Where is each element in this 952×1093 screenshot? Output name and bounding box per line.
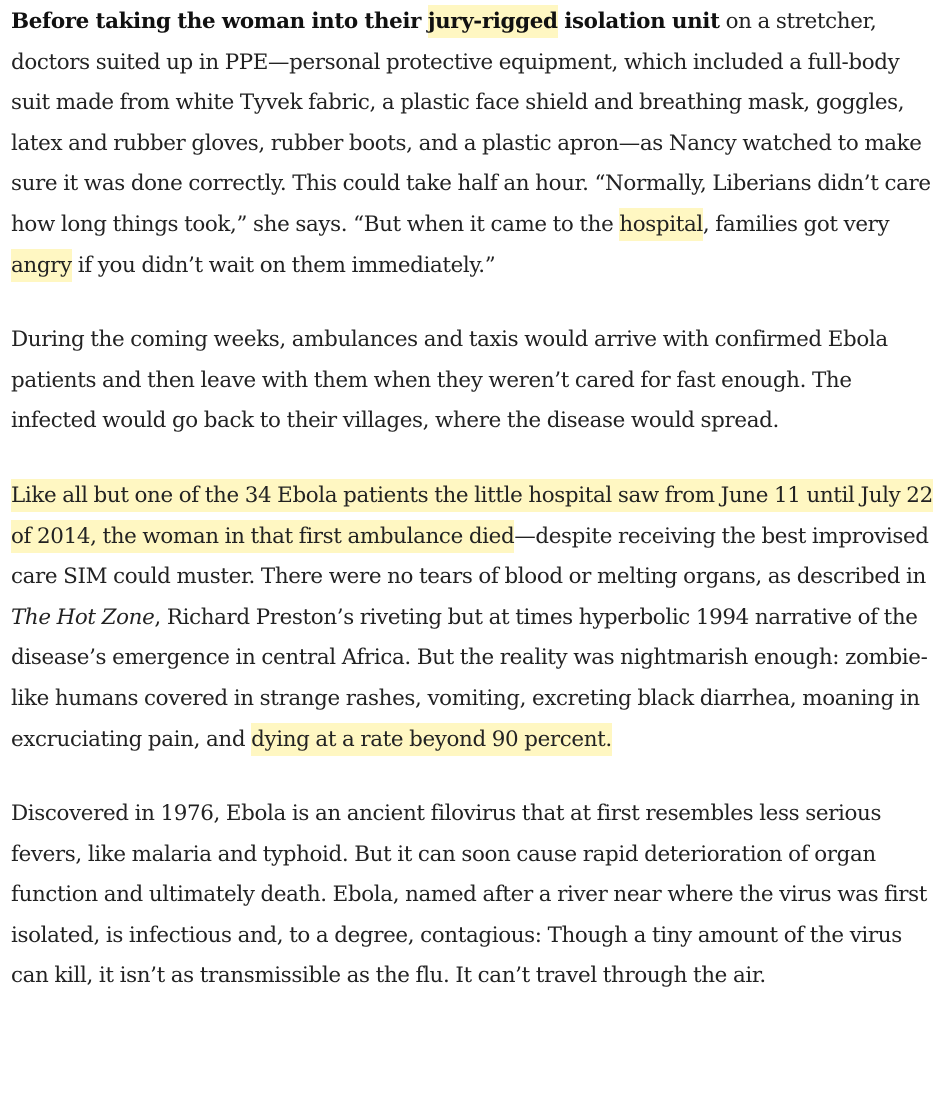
paragraph-2 (11, 320, 941, 442)
highlight-jury-rigged[interactable]: jury-rigged (428, 5, 558, 38)
paragraph-3-text-a: —despite receiving the best improvised care SIM could muster. There were no tears of blood or melting organs, as described in (11, 523, 929, 590)
book-title: The Hot Zone (11, 604, 155, 630)
paragraph-3-text-b: , Richard Preston’s riveting but at times hyperbolic 1994 narrative of the disease’s emergence in central Africa. But the reality was nightmarish enough: zombie-like humans covered in strange rashes, vomiting, excreting black diarrhea, moaning in excruciating pain, and (11, 604, 928, 752)
paragraph-4 (11, 794, 941, 997)
paragraph-4-text: Discovered in 1976, Ebola is an ancient filovirus that at first resembles less serious fevers, like malaria and typhoid. But it can soon cause rapid deterioration of organ function and ultimately death. Ebola, named after a river near where the virus was first isolated, is infectious and, to a degree, contagious: Though a tiny amount of the virus can kill, it isn’t as transmissible as the flu. It can’t travel through the air. (11, 801, 927, 989)
paragraph-3 (11, 476, 941, 760)
paragraph-1 (11, 2, 941, 286)
paragraph-2-text: During the coming weeks, ambulances and taxis would arrive with confirmed Ebola patients and then leave with them when they weren’t cared for fast enough. The infected would go back to their villages, where the disease would spread. (11, 327, 888, 434)
lead-in-text: Before taking the woman into their (11, 9, 428, 34)
highlight-patients-died[interactable]: Like all but one of the 34 Ebola patients the little hospital saw from June 11 until July 22 of 2014, the woman in that first ambulance died (11, 479, 933, 553)
paragraph-1-text-c: if you didn’t wait on them immediately.” (71, 252, 496, 278)
lead-in-text-end: isolation unit (557, 9, 720, 34)
highlight-hospital[interactable]: hospital (619, 208, 703, 241)
highlight-angry[interactable]: angry (11, 249, 72, 282)
highlight-death-rate[interactable]: dying at a rate beyond 90 percent. (251, 723, 612, 756)
paragraph-1-text-b: , families got very (702, 211, 890, 237)
paragraph-1-text-a: on a stretcher, doctors suited up in PPE—personal protective equipment, which included a full-body suit made from white Tyvek fabric, a plastic face shield and breathing mask, goggles, latex and rubber gloves, rubber boots, and a plastic apron—as Nancy watched to make sure it was done correctly. This could take half an hour. “Normally, Liberians didn’t care how long things took,” she says. “But when it came to the (11, 9, 931, 237)
